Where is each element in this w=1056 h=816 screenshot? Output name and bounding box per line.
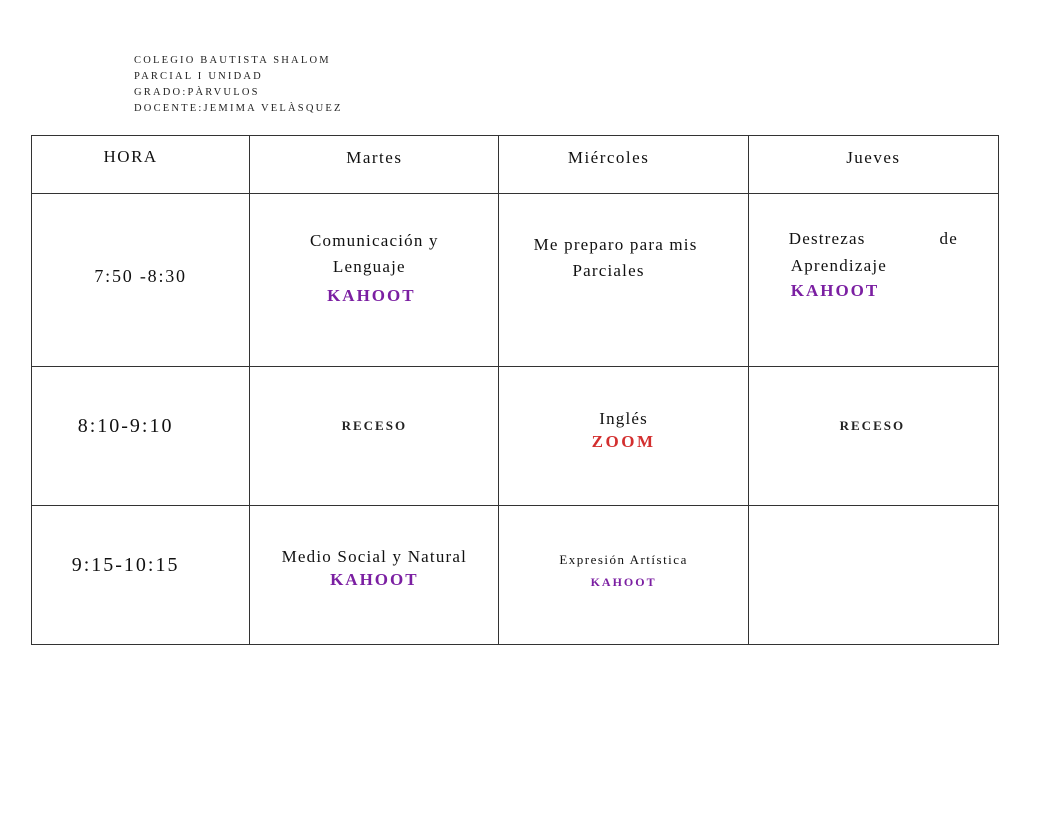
schedule-cell: [250, 194, 499, 367]
platform-label: KAHOOT: [330, 570, 419, 589]
school-name: COLEGIO BAUTISTA SHALOM: [134, 55, 331, 66]
grade: GRADO:PÀRVULOS: [134, 87, 260, 98]
subject-line: Lenguaje: [332, 257, 406, 276]
column-header-martes: Martes: [346, 148, 403, 167]
subject-line: Expresión Artística: [559, 552, 688, 567]
subject-line: Inglés: [599, 409, 648, 428]
header-cell-miercoles: [499, 136, 748, 194]
header-cell-hora: [32, 136, 250, 194]
time-cell: [32, 194, 250, 367]
table-header-row: [32, 136, 999, 194]
column-header-miercoles: Miércoles: [567, 148, 650, 167]
time-slot: 9:15-10:15: [71, 554, 180, 576]
school-header: [134, 53, 343, 117]
header-cell-jueves: [748, 136, 998, 194]
schedule-cell: [748, 367, 998, 506]
schedule-cell: [748, 194, 998, 367]
time-cell: [32, 367, 250, 506]
table-row: [32, 506, 999, 645]
schedule-cell: [499, 506, 748, 645]
column-header-hora: HORA: [103, 147, 158, 166]
schedule-cell-empty: [748, 506, 998, 645]
header-cell-martes: [250, 136, 499, 194]
subject-line: Aprendizaje: [790, 256, 887, 275]
partial-unit: PARCIAL I UNIDAD: [134, 71, 263, 82]
subject-line: Comunicación y: [309, 231, 439, 250]
break-label: RECESO: [341, 418, 408, 433]
subject-line: Medio Social y Natural: [281, 547, 468, 566]
platform-label: KAHOOT: [790, 281, 880, 300]
column-header-jueves: Jueves: [846, 148, 901, 167]
platform-label: KAHOOT: [590, 575, 657, 589]
platform-label: ZOOM: [591, 432, 656, 451]
break-label: RECESO: [839, 418, 906, 433]
time-slot: 7:50 -8:30: [94, 266, 187, 286]
schedule-cell: [499, 367, 748, 506]
justified-subject-line: [789, 226, 958, 252]
table-row: [32, 194, 999, 367]
subject-word: de: [939, 229, 958, 248]
subject-word: Destrezas: [788, 229, 866, 248]
schedule-table: [31, 135, 999, 645]
time-cell: [32, 506, 250, 645]
schedule-cell: [250, 506, 499, 645]
time-slot: 8:10-9:10: [77, 415, 174, 437]
schedule-cell: [250, 367, 499, 506]
table-row: [32, 367, 999, 506]
teacher: DOCENTE:JEMIMA VELÀSQUEZ: [134, 103, 343, 114]
schedule-cell: [499, 194, 748, 367]
platform-label: KAHOOT: [327, 286, 416, 305]
subject-line: Me preparo para mis: [533, 235, 698, 254]
subject-line: Parciales: [572, 261, 645, 280]
